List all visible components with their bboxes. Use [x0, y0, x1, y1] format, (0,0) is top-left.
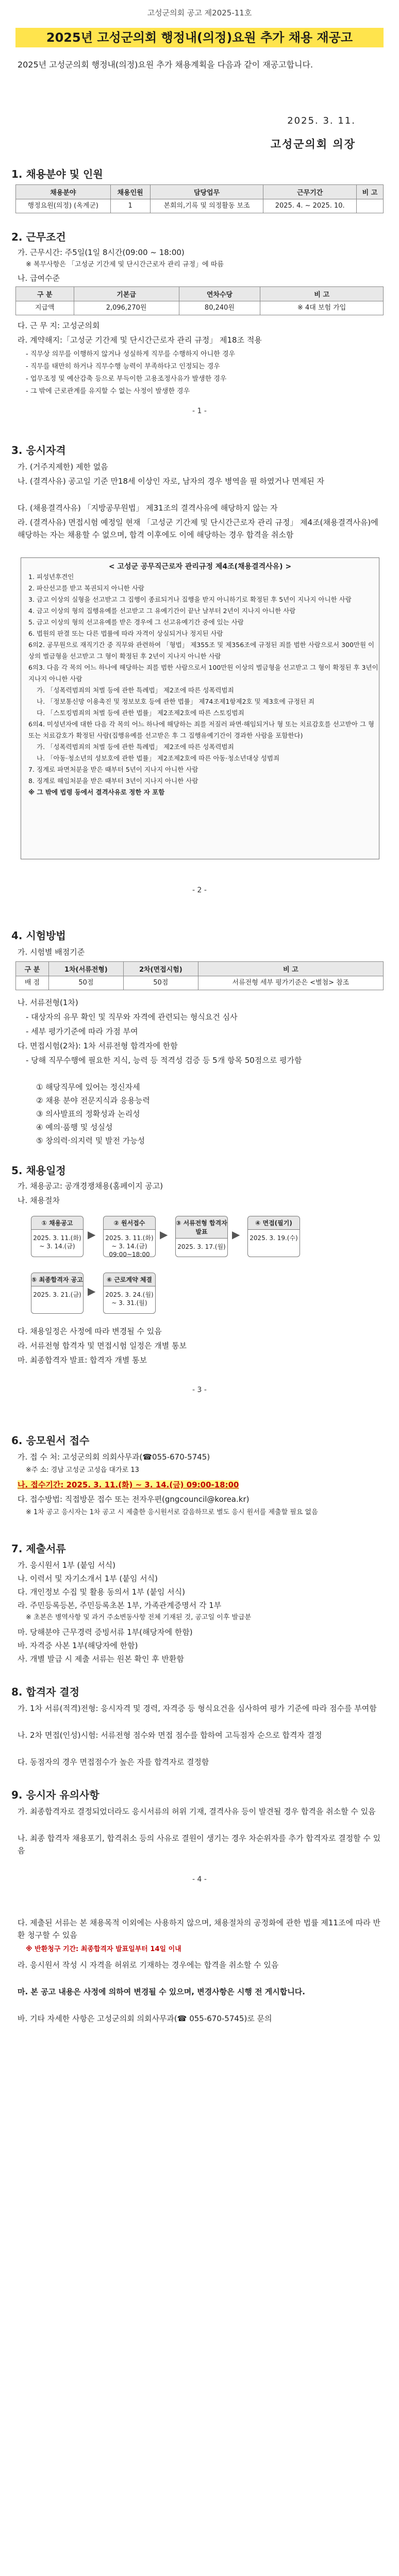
intro-text: 2025년 고성군의회 행정내(의정)요원 추가 채용계획을 다음과 같이 재공고합니다. [18, 60, 313, 70]
th-allow: 연차수당 [179, 287, 260, 301]
caution-item: 다. 제출된 서류는 본 채용목적 이외에는 사용하지 않으며, 채용절차의 공정화에 관한 법률 제11조에 따라 반환 청구할 수 있음 [18, 1918, 380, 1940]
page-number: - 3 - [192, 1386, 207, 1394]
decision-item: 나. 2차 면접(인성)시험: 서류전형 점수와 면접 점수를 합하여 고득점자 순으로 합격자 결정 [18, 1731, 322, 1740]
th-base: 기본급 [74, 287, 179, 301]
notice-number: 고성군의회 공고 제2025-11호 [147, 8, 252, 18]
section-2-title: 2. 근무조건 [11, 231, 66, 243]
disqualification-box [21, 557, 379, 859]
box-line: 나. 「정보통신망 이용촉진 및 정보보호 등에 관한 법률」 제74조제1항제2호 및 제3호에 규정된 죄 [37, 698, 315, 705]
decision-item: 다. 동점자의 경우 면접점수가 높은 자를 합격자로 결정함 [18, 1757, 209, 1767]
flow-step: ① 채용공고 2025. 3. 11.(화) ~ 3. 14.(금) [31, 1216, 84, 1257]
section-5-title: 5. 채용일정 [11, 1164, 66, 1177]
apply-note: ※ 1차 공고 응시자는 1차 공고 시 제출한 응시원서로 갈음하므로 별도 응시 원서를 제출할 필요 없음 [26, 1509, 318, 1516]
work-place: 다. 근 무 지: 고성군의회 [18, 321, 100, 330]
box-line: 나. 「아동·청소년의 성보호에 관한 법률」 제2조제2호에 따른 아동·청소년대상 성범죄 [37, 754, 280, 762]
box-line: 1. 피성년후견인 [28, 573, 74, 581]
th-second: 2차(면접시험) [123, 962, 198, 976]
exam-criterion: ④ 예의·품행 및 성실성 [36, 1123, 113, 1132]
td-base: 2,096,270원 [74, 301, 179, 315]
box-line: 6의3. 다음 각 목의 어느 하나에 해당하는 죄를 범한 사람으로서 100만원 이상의 벌금형을 선고받고 그 형이 확정된 후 3년이 지나지 아니한 사람 [28, 664, 378, 683]
apply-place: 가. 접 수 처: 고성군의회 의회사무과(☎055-670-5745) [18, 1452, 210, 1462]
th-kind: 구 분 [16, 287, 74, 301]
termination-item: - 직무상 의무를 이행하지 않거나 성실하게 직무를 수행하지 아니한 경우 [26, 350, 236, 358]
td-note [356, 199, 383, 213]
td-kind: 지급액 [16, 301, 74, 315]
apply-method: 다. 접수방법: 직접방문 접수 또는 전자우편(gngcouncil@korea.kr) [18, 1495, 250, 1504]
th-task: 담당업무 [150, 185, 263, 199]
flow-step: ④ 면접(필기) 2025. 3. 19.(수) [247, 1216, 300, 1257]
box-title: < 고성군 공무직근로자 관리규정 제4조(채용결격사유) > [108, 563, 292, 571]
th-type: 구 분 [16, 962, 49, 976]
box-line: 6의2. 공무원으로 재직기간 중 직무와 관련하여 「형법」 제355조 및 제356조에 규정된 죄를 범한 사람으로서 300만원 이상의 벌금형을 선고받고 그 형이 확정된 후 2년이 지나지 아니한 사람 [28, 641, 375, 660]
td-type: 배 점 [16, 976, 49, 990]
doc-item: 나. 이력서 및 자기소개서 1부 (붙임 서식) [18, 1574, 158, 1583]
schedule-process: 나. 채용절차 [18, 1196, 60, 1205]
doc-item: 가. 응시원서 1부 (붙임 서식) [18, 1561, 115, 1570]
td-count: 1 [110, 199, 150, 213]
doc-note: ※ 초본은 병역사항 및 과거 주소변동사항 전체 기재된 것, 공고일 이후 발급분 [26, 1614, 252, 1621]
score-label: 가. 시험별 배점기준 [18, 947, 85, 957]
box-line: 8. 징계로 해임처분을 받은 때부터 3년이 지나지 아니한 사람 [28, 777, 198, 785]
section-3-title: 3. 응시자격 [11, 444, 66, 456]
box-line: 가. 「성폭력범죄의 처벌 등에 관한 특례법」 제2조에 따른 성폭력범죄 [37, 686, 234, 694]
schedule-notice: 가. 채용공고: 공개경쟁채용(홈페이지 공고) [18, 1181, 163, 1191]
doc-item: 사. 개별 발급 시 제출 서류는 원본 확인 후 반환함 [18, 1654, 184, 1664]
caution-item: 라. 응시원서 작성 시 자격을 허위로 기재하는 경우에는 합격을 취소할 수 있음 [18, 1960, 279, 1970]
th-note: 비 고 [356, 185, 383, 199]
termination-item: - 직무를 태만히 하거나 직무수행 능력이 부족하다고 인정되는 경우 [26, 363, 220, 370]
arrow-right-icon: ▶ [88, 1228, 96, 1241]
qualification-item: 나. (결격사유) 공고일 기준 만18세 이상인 자로, 남자의 경우 병역을 필 하였거나 면제된 자 [18, 477, 324, 486]
notice-signer: 고성군의회 의장 [270, 138, 356, 150]
caution-item: 마. 본 공고 내용은 사정에 의하여 변경될 수 있으며, 변경사항은 시행 전 게시합니다. [18, 1987, 305, 1996]
page-number: - 2 - [192, 886, 207, 894]
section-7-title: 7. 제출서류 [11, 1543, 66, 1555]
exam-item: - 대상자의 유무 확인 및 직무와 자격에 관련되는 형식요건 심사 [26, 1012, 238, 1022]
section-9-title: 9. 응시자 유의사항 [11, 1789, 99, 1801]
section-1-title: 1. 채용분야 및 인원 [11, 168, 103, 180]
exam-criterion: ② 채용 분야 전문지식과 응용능력 [36, 1096, 150, 1105]
exam-item: - 세부 평가기준에 따라 가점 부여 [26, 1027, 138, 1036]
contract-termination: 라. 계약해지:「고성군 기간제 및 단시간근로자 관리 규정」 제18조 적용 [18, 335, 262, 345]
td-period: 2025. 4. ~ 2025. 10. [263, 199, 356, 213]
section-8-title: 8. 합격자 결정 [11, 1686, 80, 1698]
th-field: 채용분야 [16, 185, 111, 199]
doc-item: 바. 자격증 사본 1부(해당자에 한함) [18, 1641, 138, 1650]
qualification-item: 가. (거주지제한) 제한 없음 [18, 462, 108, 471]
salary-label: 나. 급여수준 [18, 274, 60, 283]
th-note: 비 고 [198, 962, 383, 976]
flow-step: ③ 서류전형 합격자 발표 2025. 3. 17.(월) [175, 1216, 228, 1257]
doc-item: 다. 개인정보 수집 및 활용 동의서 1부 (붙임 서식) [18, 1587, 185, 1597]
box-line: 가. 「성폭력범죄의 처벌 등에 관한 특례법」 제2조에 따른 성폭력범죄 [37, 743, 234, 751]
td-first: 50점 [48, 976, 123, 990]
exam-criterion: ⑤ 창의력·의지력 및 발전 가능성 [36, 1136, 145, 1145]
box-line: 6. 법원의 판결 또는 다른 법률에 따라 자격이 상실되거나 정지된 사람 [28, 630, 223, 637]
td-task: 본회의,기록 및 의정활동 보조 [150, 199, 263, 213]
caution-item: 나. 최종 합격자 채용포기, 합격취소 등의 사유로 결원이 생기는 경우 차순위자를 추가 합격자로 결정할 수 있음 [18, 1834, 381, 1855]
schedule-note: 라. 서류전형 합격자 및 면접시험 일정은 개별 통보 [18, 1341, 187, 1350]
arrow-right-icon: ▶ [88, 1285, 96, 1297]
arrow-right-icon: ▶ [160, 1228, 168, 1241]
box-line: 6의4. 미성년자에 대한 다음 각 목의 어느 하나에 해당하는 죄를 저질러 파면·해임되거나 형 또는 치료감호를 선고받아 그 형 또는 치료감호가 확정된 사람(집행유예를 선고받은 후 그 집행유예기간이 경과한 사람을 포함한다) [28, 720, 375, 739]
exam-criterion: ① 해당직무에 있어는 정신자세 [36, 1082, 140, 1092]
th-period: 근무기간 [263, 185, 356, 199]
doc-item: 라. 주민등록등본, 주민등록초본 1부, 가족관계증명서 각 1부 [18, 1601, 222, 1610]
box-line: ※ 그 밖에 법령 등에서 결격사유로 정한 자 포함 [28, 788, 165, 796]
doc-item: 마. 당해분야 근무경력 증빙서류 1부(해당자에 한함) [18, 1628, 193, 1637]
notice-date: 2025. 3. 11. [287, 115, 356, 126]
apply-period [18, 1479, 381, 1491]
box-line: 2. 파산선고를 받고 복권되지 아니한 사람 [28, 584, 144, 592]
arrow-right-icon: ▶ [232, 1228, 240, 1241]
salary-table [15, 286, 384, 315]
td-field: 행정요원(의정) (옥계군) [16, 199, 111, 213]
box-line: 4. 금고 이상의 형의 집행유예를 선고받고 그 유예기간이 끝난 날부터 2년이 지나지 아니한 사람 [28, 607, 296, 615]
page-number: - 1 - [192, 407, 207, 415]
td-remark: ※ 4대 보험 가입 [260, 301, 384, 315]
flow-step: ⑤ 최종합격자 공고 2025. 3. 21.(금) [31, 1273, 84, 1314]
apply-period-text: 나. 접수기간: 2025. 3. 11.(화) ~ 3. 14.(금) 09:00-18:00 [18, 1480, 239, 1489]
qualification-item: 다. (채용결격사유) 「지방공무원법」 제31조의 결격사유에 해당하지 않는 자 [18, 503, 278, 513]
th-first: 1차(서류전형) [48, 962, 123, 976]
exam-item: 나. 서류전형(1차) [18, 998, 78, 1007]
exam-item: 다. 면접시험(2차): 1차 서류전형 합격자에 한함 [18, 1041, 178, 1050]
td-note: 서류전형 세부 평가기준은 <별첨> 참조 [198, 976, 383, 990]
th-count: 채용인원 [110, 185, 150, 199]
qualification-item: 라. (결격사유) 면접시험 예정일 현재 「고성군 기간제 및 단시간근로자 관리 규정」 제4조(채용결격사유)에 해당하는 자는 채용할 수 없으며, 합격 이후에도 이에 해당하는 경우 합격을 취소함 [18, 518, 378, 539]
th-remark: 비 고 [260, 287, 384, 301]
page-title: 2025년 고성군의회 행정내(의정)요원 추가 채용 재공고 [46, 30, 353, 45]
work-hours: 가. 근무시간: 주5일(1일 8시간(09:00 ~ 18:00) [18, 248, 185, 257]
apply-address: ※주 소: 경남 고성군 고성읍 대가로 13 [26, 1466, 139, 1474]
schedule-note: 다. 채용일정은 사정에 따라 변경될 수 있음 [18, 1327, 162, 1336]
section-4-title: 4. 시험방법 [11, 929, 66, 942]
td-second: 50점 [123, 976, 198, 990]
termination-item: - 그 밖에 근로관계를 유지할 수 없는 사정이 발생한 경우 [26, 387, 190, 395]
flow-step: ② 원서접수 2025. 3. 11.(화) ~ 3. 14.(금) 09:00~18:00 [103, 1216, 156, 1257]
box-line: 다. 「스토킹범죄의 처벌 등에 관한 법률」 제2조제2호에 따른 스토킹범죄 [37, 709, 244, 717]
td-allow: 80,240원 [179, 301, 260, 315]
exam-item: - 당해 직무수행에 필요한 지식, 능력 등 적격성 검증 등 5개 항목 50점으로 평가함 [26, 1056, 302, 1065]
recruit-table [15, 184, 384, 213]
flow-step: ⑥ 근로계약 체결 2025. 3. 24.(월) ~ 3. 31.(월) [103, 1273, 156, 1314]
page-number: - 4 - [192, 1875, 207, 1884]
caution-item: 바. 기타 자세한 사항은 고성군의회 의회사무과(☎ 055-670-5745)로 문의 [18, 2014, 272, 2023]
caution-note: ※ 반환청구 기간: 최종합격자 발표일부터 14일 이내 [26, 1945, 181, 1953]
section-6-title: 6. 응모원서 접수 [11, 1434, 90, 1447]
termination-item: - 업무조정 및 예산감축 등으로 부득이한 고용조정사유가 발생한 경우 [26, 375, 227, 383]
decision-item: 가. 1차 서류(적격)전형: 응시자격 및 경력, 자격증 등 형식요건을 심사하여 평가 기준에 따라 점수를 부여함 [18, 1704, 377, 1713]
work-hours-note: ※ 복무사항은 「고성군 기간제 및 단시간근로자 관리 규정」에 따름 [26, 261, 224, 268]
box-line: 7. 징계로 파면처분을 받은 때부터 5년이 지나지 아니한 사람 [28, 766, 198, 773]
score-table [15, 961, 384, 990]
caution-item: 가. 최종합격자로 결정되었더라도 응시서류의 허위 기재, 결격사유 등이 발견될 경우 합격을 취소할 수 있음 [18, 1807, 376, 1816]
schedule-note: 마. 최종합격자 발표: 합격자 개별 통보 [18, 1355, 147, 1365]
exam-criterion: ③ 의사발표의 정확성과 논리성 [36, 1109, 140, 1118]
box-line: 5. 금고 이상의 형의 선고유예를 받은 경우에 그 선고유예기간 중에 있는 사람 [28, 618, 244, 626]
box-line: 3. 금고 이상의 실형을 선고받고 그 집행이 종료되거나 집행을 받지 아니하기로 확정된 후 5년이 지나지 아니한 사람 [28, 596, 352, 603]
